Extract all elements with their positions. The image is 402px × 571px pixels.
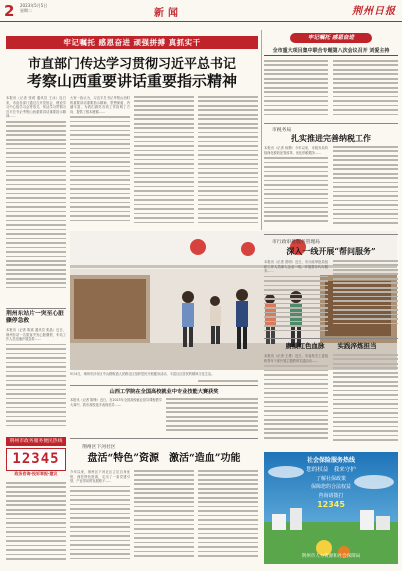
side-story-title: 荆州东站片一突至心脏骤停急救 bbox=[6, 311, 64, 324]
bottom-story-kicker-lines bbox=[198, 380, 258, 386]
hotline-number: 12345 bbox=[12, 451, 60, 467]
right-rule bbox=[264, 55, 398, 56]
text-lines bbox=[6, 344, 66, 430]
date-text: 2023年5月5日 bbox=[20, 3, 48, 8]
text-lines bbox=[6, 121, 66, 301]
bottom-story-excerpt: 本报讯（记者 陈锋）近日，在2023年全国高校就业指导课程教学大赛中，我市高校选手表现优异…… bbox=[70, 398, 162, 407]
story1-body-1 bbox=[264, 146, 328, 230]
issue-date bbox=[20, 3, 47, 13]
story2-excerpt: 本报讯（记者 曾明）近日，市行政审批局组织工作人员深入企业一线，开展帮办代办服务…… bbox=[264, 260, 328, 274]
bottom-story-body-2 bbox=[166, 398, 258, 436]
article-column-3 bbox=[134, 96, 194, 228]
text-lines bbox=[264, 157, 328, 227]
right-story0-col1 bbox=[264, 60, 328, 122]
story2-body-2 bbox=[333, 260, 398, 332]
article-column-1 bbox=[6, 96, 66, 306]
main-headline bbox=[6, 56, 258, 90]
text-lines bbox=[264, 365, 328, 443]
story1-body-2 bbox=[333, 146, 398, 230]
feature-excerpt: 今年以来，荆州区下河社区立足自身优势，深挖特色资源，走出了一条党建引领、产业带动的发展路子…… bbox=[70, 470, 130, 484]
bottom-story-body-1 bbox=[70, 398, 162, 436]
side-story-body bbox=[6, 328, 66, 432]
page-number: 2 bbox=[4, 2, 15, 20]
main-headline-line1: 市直部门传达学习贯彻习近平总书记 bbox=[27, 57, 236, 72]
story2-headline: 深入一线开展“帮问服务” bbox=[286, 246, 376, 256]
story3-excerpt: 本报讯（记者 王勇）近日，市直机关工委组织青年干部开展主题教育实践活动…… bbox=[264, 354, 328, 363]
divider bbox=[264, 338, 398, 339]
slogan-banner: 牢记嘱托 感恩奋进 顽强拼搏 真抓实干 bbox=[6, 36, 258, 49]
story2-body-1 bbox=[264, 260, 328, 332]
bottom-story-headline: 山西工学院在全国高校就业中专业技能大赛获奖 bbox=[109, 389, 219, 395]
text-lines bbox=[70, 116, 130, 226]
article-body: 大家一致认为，习近平总书记考察山西时的重要讲话重要指示精神，思想深邃、内涵丰富，为我们做好各项工作指明了方向、提供了根本遵循…… bbox=[70, 96, 130, 114]
story2-kicker: 市行政审批服务管理局 bbox=[272, 240, 320, 245]
newspaper-logo: 荆州日报 bbox=[352, 6, 396, 17]
masthead bbox=[0, 0, 402, 22]
feature-kicker: 荆州区下河社区 bbox=[82, 445, 116, 450]
ad-sponsor: 荆州市人力资源和社会保障局 bbox=[301, 554, 361, 559]
ad-line3: 了解社保政策 bbox=[315, 476, 346, 482]
hotline-text-lines bbox=[6, 482, 66, 564]
text-lines bbox=[264, 276, 328, 332]
right-banner-tag: 牢记嘱托 感恩奋进 bbox=[290, 33, 372, 43]
divider bbox=[264, 234, 398, 235]
public-service-ad[interactable] bbox=[264, 452, 398, 564]
feature-body-2 bbox=[134, 470, 194, 564]
right-story0-col2 bbox=[333, 60, 398, 122]
hotline-subtitle: 政务咨询·投诉举报·建议 bbox=[14, 471, 58, 476]
article-column-2 bbox=[70, 96, 130, 228]
feature-headline: 盘活“特色”资源 激活“造血”功能 bbox=[87, 453, 241, 464]
article-lead: 本报讯（记者 张莉 通讯员 王冰）连日来，市直各部门通过召开党组会、理论学习中心组学习会等形式，传达学习贯彻习近平总书记考察山西重要讲话重要指示精神…… bbox=[6, 96, 66, 119]
story1-kicker: 市税务局 bbox=[272, 128, 292, 133]
main-headline-line2: 考察山西重要讲话重要指示精神 bbox=[26, 72, 237, 90]
article-column-4 bbox=[198, 96, 258, 228]
ad-hotline: 12345 bbox=[317, 500, 345, 509]
photo-caption: 5月4日，荆州市沙市区中山路街道人民路社区组织居民开展健身活动，丰富社区居民的精神文化生活。 bbox=[70, 372, 215, 376]
story3-headline: 赓续红色血脉 实践淬炼担当 bbox=[285, 342, 377, 350]
ad-line4: 保障您的合法权益 bbox=[310, 484, 351, 490]
divider bbox=[70, 438, 258, 439]
story3-body-1 bbox=[264, 354, 328, 446]
column-divider bbox=[261, 30, 262, 230]
feature-body-1 bbox=[70, 470, 130, 564]
side-story-excerpt: 本报讯（记者 陈欢 通讯员 张晶）近日，荆州东站一名旅客突发心脏骤停，车站工作人员迅速开展急救…… bbox=[6, 328, 66, 342]
section-title: 新闻 bbox=[154, 8, 182, 19]
right-banner-subtitle: 全市重大项目集中联合专题第八次会议召开 刘爱主持 bbox=[272, 48, 390, 54]
story1-headline: 扎实推进完善纳税工作 bbox=[291, 133, 371, 143]
weekday-text: 星期二 bbox=[20, 8, 32, 13]
story1-excerpt: 本报讯（记者 杨柳）今年以来，市税务局持续深化税收征管改革，优化纳税服务…… bbox=[264, 146, 328, 155]
ad-line1: 社会保险服务热线 bbox=[306, 457, 355, 464]
ad-line2: 您的权益 我来守护 bbox=[306, 467, 356, 473]
ad-line5: 咨询请拨打 bbox=[318, 493, 344, 499]
hotline-label: 荆州市政务服务便民热线 bbox=[6, 437, 66, 446]
story3-body-2 bbox=[333, 354, 398, 446]
feature-body-3 bbox=[198, 470, 258, 564]
divider bbox=[6, 308, 66, 309]
text-lines bbox=[70, 486, 130, 564]
right-banner bbox=[264, 33, 398, 44]
divider bbox=[264, 123, 398, 124]
